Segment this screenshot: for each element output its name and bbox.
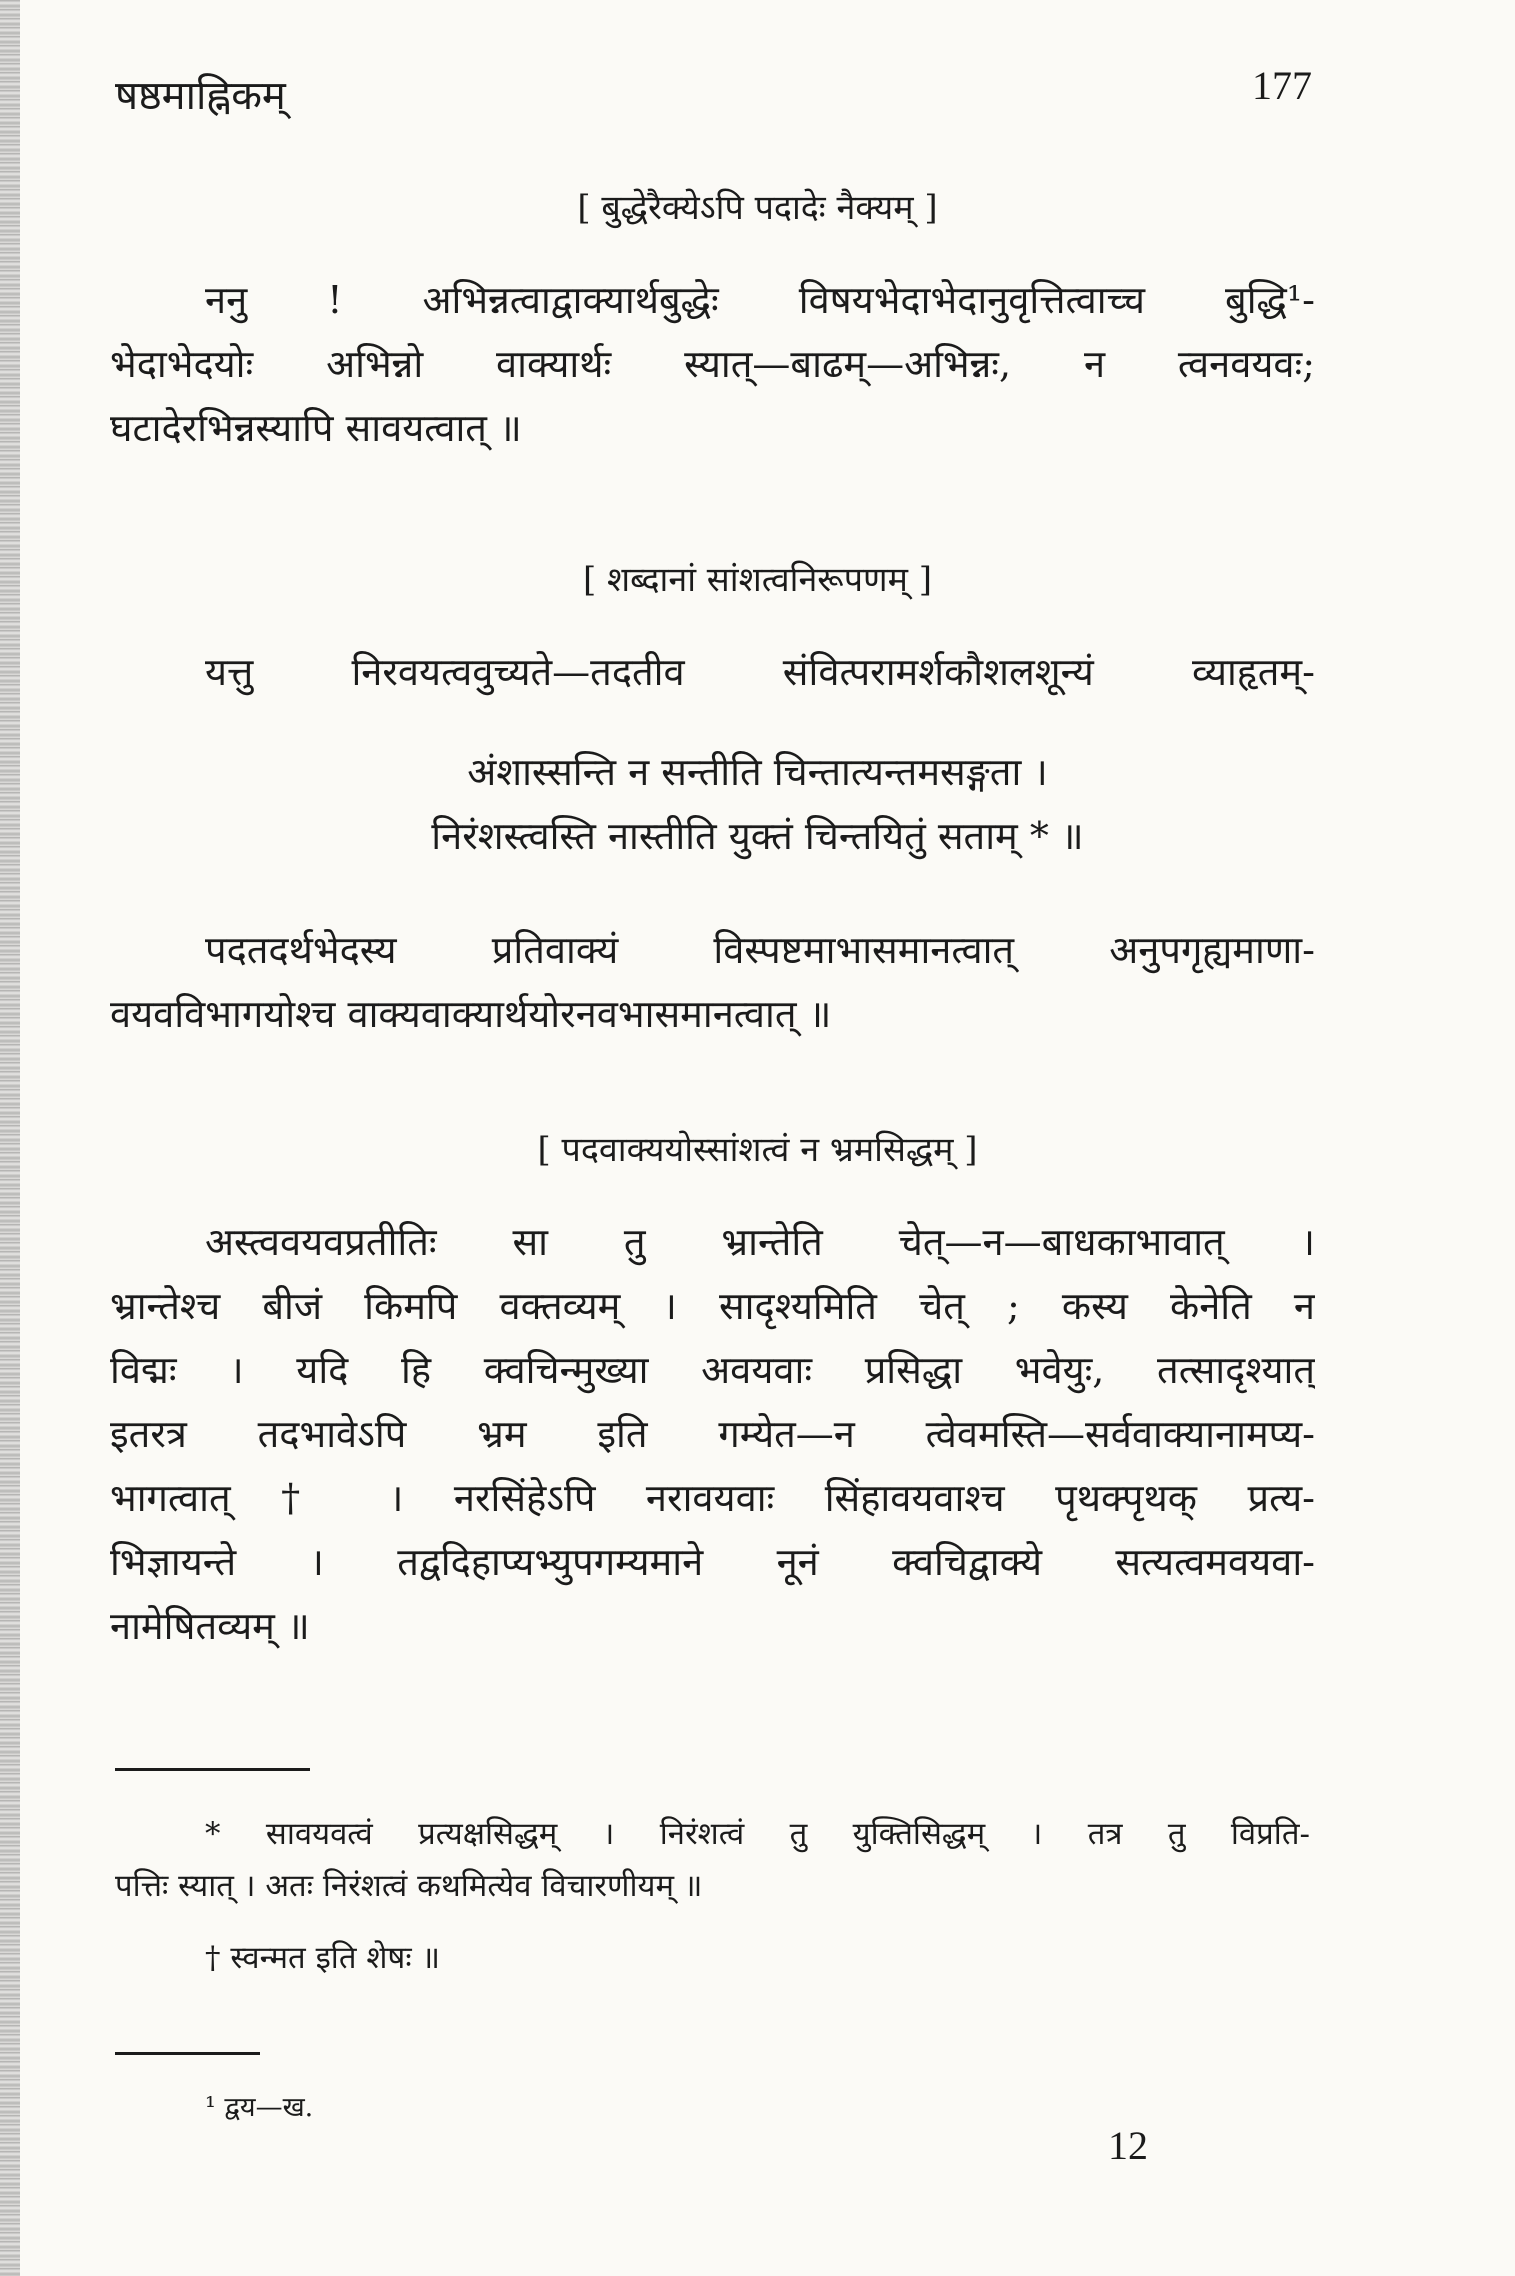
section-heading-2: [ शब्दानां सांशत्वनिरूपणम् ] <box>582 560 933 600</box>
paragraph-line: नामेषितव्यम् ॥ <box>110 1604 310 1648</box>
paragraph-line: भागत्वात् † । नरसिंहेऽपि नरावयवाः सिंहावयवाश्च पृथक्पृथक् प्रत्य- <box>110 1476 1315 1520</box>
page-number: 177 <box>1252 63 1312 108</box>
variant-rule <box>115 2052 260 2055</box>
paragraph-line: भ्रान्तेश्च बीजं किमपि वक्तव्यम् । सादृश्यमिति चेत् ; कस्य केनेति न <box>110 1284 1315 1328</box>
paragraph-1 <box>110 268 1315 460</box>
paragraph-line: ननु ! अभिन्नत्वाद्वाक्यार्थबुद्धेः विषयभेदाभेदानुवृत्तित्वाच्च बुद्धि¹- <box>205 278 1315 322</box>
footnote-line: † स्वन्मत इति शेषः ॥ <box>205 1940 441 1976</box>
paragraph-2 <box>110 918 1315 1046</box>
paragraph-line: घटादेरभिन्नस्यापि सावयत्वात् ॥ <box>110 406 522 450</box>
footnote-line: पत्तिः स्यात् । अतः निरंशत्वं कथमित्येव विचारणीयम् ॥ <box>115 1868 703 1904</box>
paragraph-line: अस्त्ववयवप्रतीतिः सा तु भ्रान्तेति चेत्—न—बाधकाभावात् । <box>205 1220 1315 1264</box>
paragraph-line: इतरत्र तदभावेऽपि भ्रम इति गम्येत—न त्वेवमस्ति—सर्ववाक्यानामप्य- <box>110 1412 1315 1456</box>
paragraph-2-intro <box>110 640 1315 704</box>
paragraph-line: पदतदर्थभेदस्य प्रतिवाक्यं विस्पष्टमाभासमानत्वात् अनुपगृह्यमाणा- <box>205 928 1315 972</box>
section-heading-1: [ बुद्धेरैक्येऽपि पदादेः नैक्यम् ] <box>577 188 938 228</box>
running-head: षष्ठमाह्निकम् <box>115 73 286 119</box>
verse <box>0 740 1515 868</box>
paragraph-line: भेदाभेदयोः अभिन्नो वाक्यार्थः स्यात्—बाढम्—अभिन्नः, न त्वनवयवः; <box>110 342 1315 386</box>
paragraph-line: वयवविभागयोश्च वाक्यवाक्यार्थयोरनवभासमानत्वात् ॥ <box>110 992 832 1036</box>
paragraph-line: भिज्ञायन्ते । तद्वदिहाप्यभ्युपगम्यमाने नूनं क्वचिद्वाक्ये सत्यत्वमवयवा- <box>110 1540 1315 1584</box>
footnote-star <box>115 1808 1310 1912</box>
footnote-dagger <box>115 1932 1310 1984</box>
signature-number: 12 <box>1108 2123 1148 2168</box>
footnote-line: ¹ द्वय—ख. <box>205 2092 314 2123</box>
verse-line: अंशास्सन्ति न सन्तीति चिन्तात्यन्तमसङ्गता । <box>467 750 1048 794</box>
section-heading-3: [ पदवाक्ययोस्सांशत्वं न भ्रमसिद्धम् ] <box>537 1130 978 1170</box>
footnote-rule <box>115 1768 310 1771</box>
paragraph-line: विद्मः । यदि हि क्वचिन्मुख्या अवयवाः प्रसिद्धा भवेयुः, तत्सादृश्यात् <box>110 1348 1315 1392</box>
verse-line: निरंशस्त्वस्ति नास्तीति युक्तं चिन्तयितुं सताम् * ॥ <box>431 814 1084 858</box>
paragraph-3 <box>110 1210 1315 1658</box>
footnote-line: * सावयवत्वं प्रत्यक्षसिद्धम् । निरंशत्वं तु युक्तिसिद्धम् । तत्र तु विप्रति- <box>205 1816 1310 1852</box>
paragraph-line: यत्तु निरवयत्ववुच्यते—तदतीव संवित्परामर्शकौशलशून्यं व्याहृतम्- <box>205 650 1315 694</box>
